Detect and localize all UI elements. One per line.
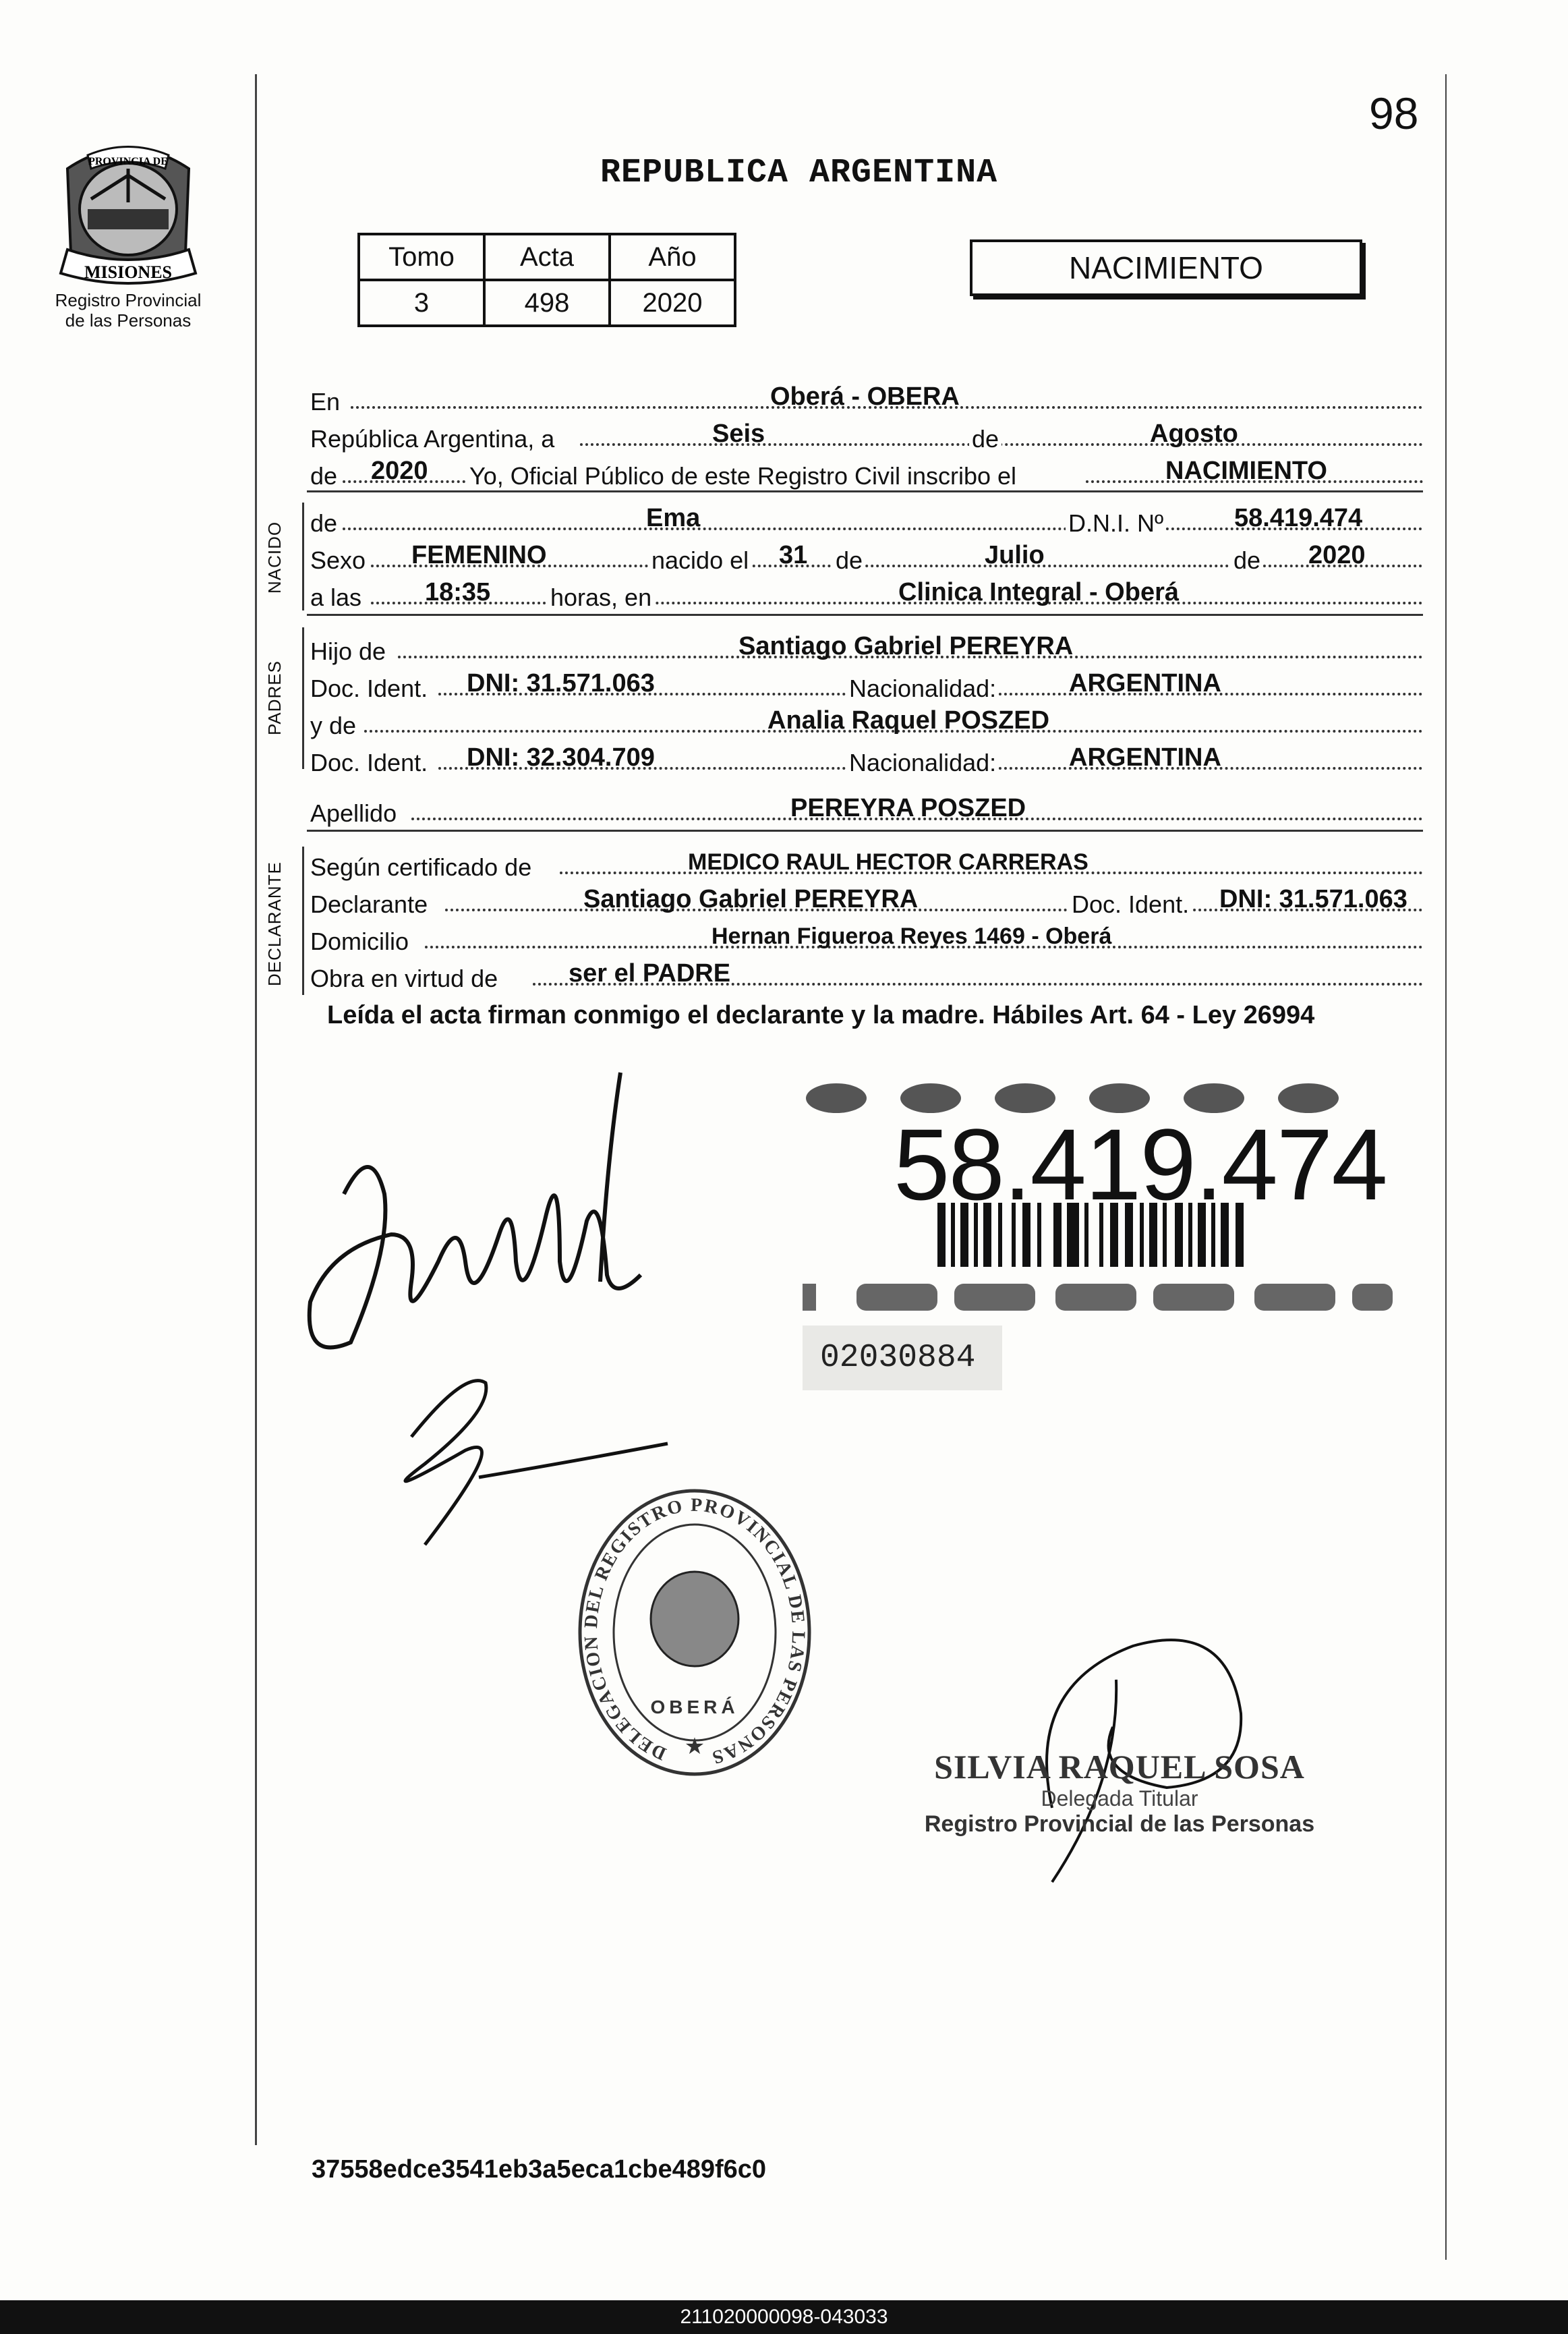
logo-caption-line-1: Registro Provincial [55, 290, 202, 310]
en-label: En [310, 389, 343, 416]
father-nat-value: ARGENTINA [1069, 669, 1221, 698]
footer-code: 211020000098-043033 [0, 2300, 1568, 2334]
child-name-value: Ema [646, 504, 701, 532]
line-sex-birth [310, 536, 1423, 574]
alas-label: a las [310, 584, 364, 611]
logo-text-bottom: MISIONES [84, 262, 173, 282]
republica-label: República Argentina, a [310, 426, 557, 453]
dom-value: Hernan Figueroa Reyes 1469 - Oberá [712, 923, 1112, 949]
decl-doc-value: DNI: 31.571.063 [1219, 885, 1407, 913]
document-title: REPUBLICA ARGENTINA [600, 154, 998, 192]
right-margin-rule [1445, 74, 1447, 2260]
stamp-number: 58.419.474 [894, 1108, 1387, 1221]
seal-crest-icon [651, 1572, 738, 1666]
horas-label: horas, en [548, 584, 654, 611]
decl-doc-label: Doc. Ident. [1069, 891, 1192, 918]
sexo-label: Sexo [310, 547, 368, 574]
decl-label: Declarante [310, 891, 430, 918]
line-domicilio [310, 917, 1423, 955]
line-name [310, 499, 1423, 537]
nacido-de-label: de [310, 510, 340, 537]
official-block [924, 1747, 1315, 1838]
registry-header-row [359, 234, 735, 280]
line-mother-doc [310, 739, 1423, 776]
left-margin-rule [255, 74, 257, 2145]
line-cert [310, 843, 1423, 881]
separator-1 [307, 490, 1423, 492]
page-number: 98 [1369, 88, 1419, 138]
de2-label: de [310, 463, 340, 490]
registry-seal [573, 1484, 816, 1794]
place-value: Oberá - OBERA [770, 382, 960, 411]
de-label: de [969, 426, 1001, 453]
line-obra [310, 955, 1423, 992]
sexo-value: FEMENINO [411, 541, 547, 569]
logo-caption [27, 290, 229, 331]
registry-header-ano: Año [610, 234, 735, 280]
year-value: 2020 [371, 457, 428, 485]
logo-caption-line-2: de las Personas [65, 310, 192, 331]
closing-text: Leída el acta firman conmigo el declarante y la madre. Hábiles Art. 64 - Ley 26994 [327, 1001, 1315, 1029]
nacido-de3-label: de [1231, 547, 1263, 574]
registry-header-tomo: Tomo [359, 234, 484, 280]
record-type-value: NACIMIENTO [1165, 457, 1327, 485]
birth-year-value: 2020 [1308, 541, 1366, 569]
father-doc-value: DNI: 31.571.063 [467, 669, 655, 698]
line-father-doc [310, 664, 1423, 702]
registry-value-tomo: 3 [359, 280, 484, 326]
day-value: Seis [712, 420, 765, 448]
birth-place-value: Clinica Integral - Oberá [898, 578, 1179, 606]
obra-value: ser el PADRE [569, 959, 731, 988]
line-year [310, 452, 1423, 490]
declarante-bar [302, 847, 304, 995]
mother-doc-label: Doc. Ident. [310, 749, 430, 776]
line-father [310, 627, 1423, 665]
hijo-label: Hijo de [310, 638, 388, 665]
line-date [310, 415, 1423, 453]
mother-name-value: Analia Raquel POSZED [767, 706, 1050, 735]
padres-bar [302, 627, 304, 769]
father-doc-label: Doc. Ident. [310, 675, 430, 702]
official-org: Registro Provincial de las Personas [924, 1811, 1315, 1837]
cert-value: MEDICO RAUL HECTOR CARRERAS [688, 849, 1088, 875]
declarante-section-label: DECLARANTE [264, 861, 285, 986]
dni-label: D.N.I. Nº [1066, 510, 1166, 537]
birth-month-value: Julio [985, 541, 1045, 569]
logo-text-top: PROVINCIA DE [88, 156, 168, 167]
registry-value-row [359, 280, 735, 326]
acta-type-box: NACIMIENTO [970, 239, 1362, 296]
father-nat-label: Nacionalidad: [846, 675, 999, 702]
dom-label: Domicilio [310, 928, 411, 955]
decl-value: Santiago Gabriel PEREYRA [583, 885, 919, 913]
separator-3 [307, 830, 1423, 832]
line-apellido [310, 789, 1423, 827]
nacido-el-label: nacido el [649, 547, 751, 574]
line-declarante [310, 880, 1423, 918]
cert-label: Según certificado de [310, 854, 534, 881]
birth-day-value: 31 [779, 541, 808, 569]
padres-section-label: PADRES [264, 660, 285, 735]
official-name: SILVIA RAQUEL SOSA [934, 1748, 1305, 1786]
document-hash: 37558edce3541eb3a5eca1cbe489f6c0 [312, 2155, 767, 2184]
seal-city: OBERÁ [650, 1697, 739, 1717]
child-dni-value: 58.419.474 [1234, 504, 1363, 532]
apellido-value: PEREYRA POSZED [790, 794, 1026, 822]
apellido-label: Apellido [310, 800, 399, 827]
nacido-de2-label: de [833, 547, 865, 574]
official-role: Delegada Titular [1041, 1786, 1198, 1811]
registry-value-acta: 498 [484, 280, 610, 326]
registry-table [357, 233, 736, 327]
nacido-bar [302, 503, 304, 610]
obra-label: Obra en virtud de [310, 965, 500, 992]
line-mother [310, 702, 1423, 739]
time-value: 18:35 [425, 578, 491, 606]
seal-star-icon: ★ [684, 1734, 705, 1759]
mother-nat-label: Nacionalidad: [846, 749, 999, 776]
seal-ring-text: DELEGACION DEL REGISTRO PROVINCIAL DE LAS PERSONAS [580, 1494, 809, 1769]
father-name-value: Santiago Gabriel PEREYRA [738, 632, 1074, 660]
yde-label: y de [310, 712, 359, 739]
line-time-place [310, 573, 1423, 611]
registry-header-acta: Acta [484, 234, 610, 280]
line-place [310, 378, 1423, 416]
control-number: 02030884 [803, 1326, 1002, 1390]
mother-doc-value: DNI: 32.304.709 [467, 743, 655, 772]
separator-2 [307, 614, 1423, 616]
yo-label: Yo, Oficial Público de este Registro Civil inscribo el [467, 463, 1019, 490]
registry-value-ano: 2020 [610, 280, 735, 326]
mother-nat-value: ARGENTINA [1069, 743, 1221, 772]
month-value: Agosto [1150, 420, 1238, 448]
nacido-section-label: NACIDO [264, 521, 285, 594]
